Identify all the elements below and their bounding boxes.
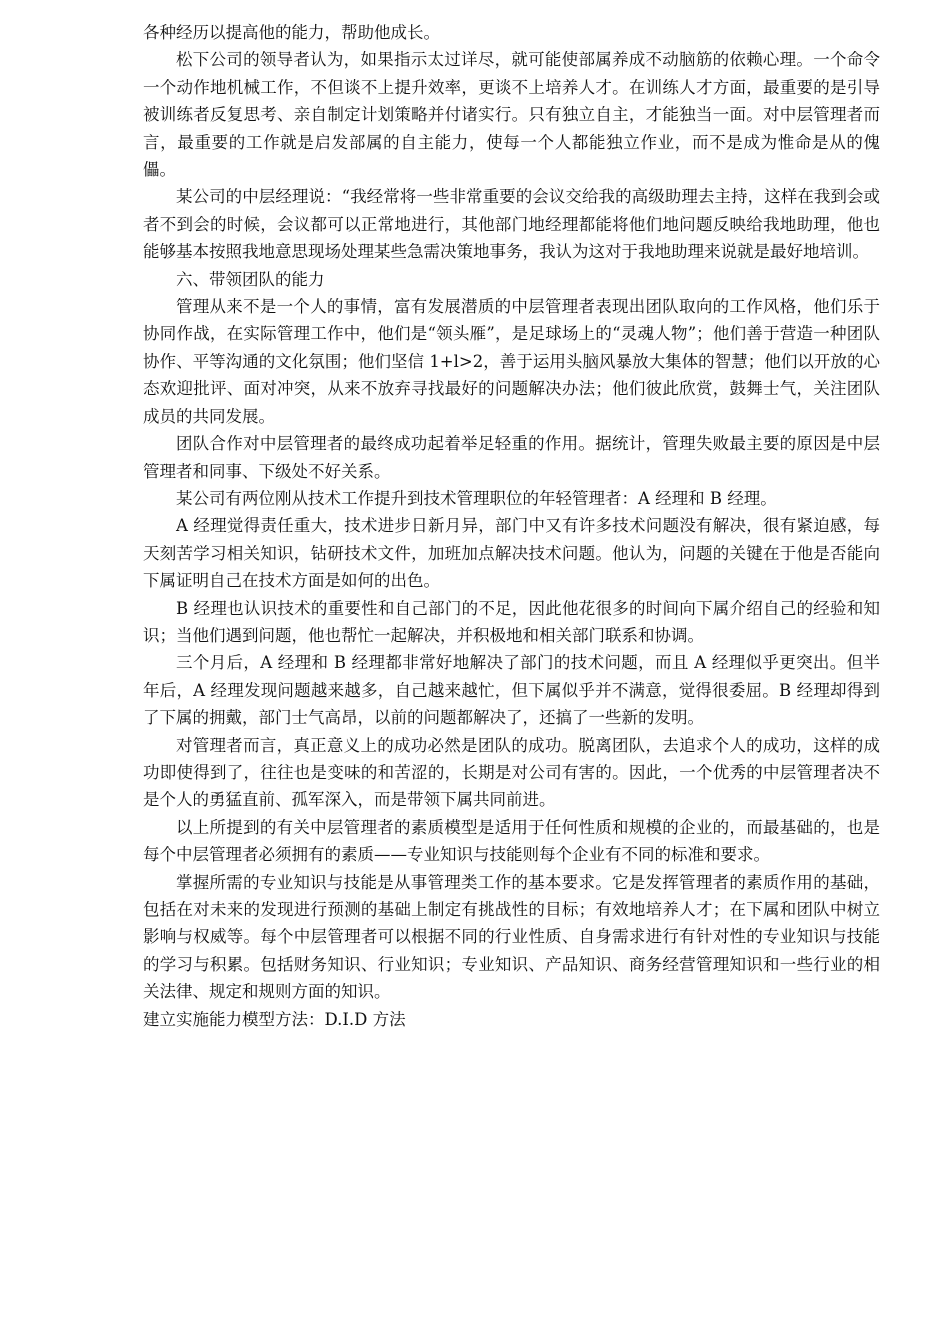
paragraph-case-intro: 某公司有两位刚从技术工作提升到技术管理职位的年轻管理者：A 经理和 B 经理。 [176, 488, 777, 508]
document-page [143, 19, 880, 1033]
paragraph-matsushita: 松下公司的领导者认为，如果指示太过详尽，就可能使部属养成不动脑筋的依赖心理。一个命令一个动作地机械工作，不但谈不上提升效率，更谈不上培养人才。在训练人才方面，最重要的是引导被训练者反复思考、亲自制定计划策略并付诸实行。只有独立自主，才能独当一面。对中层管理者而言，最重要的工作就是启发部属的自主能力，使每一个人都能独立作业，而不是成为惟命是从的傀儡。 [143, 50, 880, 180]
paragraph-case-outcome: 三个月后，A 经理和 B 经理都非常好地解决了部门的技术问题，而且 A 经理似乎更突出。但半年后，A 经理发现问题越来越多，自己越来越忙，但下属似乎并不满意，觉得很委屈。B 经理却得到了下属的拥戴，部门士气高昂，以前的问题都解决了，还搞了一些新的发明。 [143, 653, 880, 728]
paragraph-did-method: 建立实施能力模型方法：D.I.D 方法 [143, 1009, 406, 1029]
paragraph-manager-b: B 经理也认识技术的重要性和自己部门的不足，因此他花很多的时间向下属介绍自己的经验和知识；当他们遇到问题，他也帮忙一起解决，并积极地和相关部门联系和协调。 [143, 598, 880, 645]
paragraph-continuation: 各种经历以提高他的能力，帮助他成长。 [143, 23, 440, 42]
paragraph-manager-a: A 经理觉得责任重大，技术进步日新月异，部门中又有许多技术问题没有解决，很有紧迫感，每天刻苦学习相关知识，钻研技术文件，加班加点解决技术问题。他认为，问题的关键在于他是否能向下属证明自己在技术方面是如何的出色。 [143, 516, 880, 591]
section-heading-team-leadership: 六、带领团队的能力 [176, 269, 325, 289]
paragraph-professional-knowledge: 掌握所需的专业知识与技能是从事管理类工作的基本要求。它是发挥管理者的素质作用的基础，包括在对未来的发现进行预测的基础上制定有挑战性的目标；有效地培养人才；在下属和团队中树立影响与权威等。每个中层管理者可以根据不同的行业性质、自身需求进行有针对性的专业知识与技能的学习与积累。包括财务知识、行业知识；专业知识、产品知识、商务经营管理知识和一些行业的相关法律、规定和规则方面的知识。 [143, 872, 880, 1002]
paragraph-competency-model: 以上所提到的有关中层管理者的素质模型是适用于任何性质和规模的企业的，而最基础的，也是每个中层管理者必须拥有的素质——专业知识与技能则每个企业有不同的标准和要求。 [143, 817, 880, 865]
paragraph-manager-quote: 某公司的中层经理说：“我经常将一些非常重要的会议交给我的高级助理去主持，这样在我到会或者不到会的时候，会议都可以正常地进行，其他部门地经理都能将他们地问题反映给我地助理，他也能够基本按照我地意思现场处理某些急需决策地事务，我认为这对于我地助理来说就是最好地培训。 [143, 187, 880, 262]
paragraph-team-cooperation: 团队合作对中层管理者的最终成功起着举足轻重的作用。据统计，管理失败最主要的原因是中层管理者和同事、下级处不好关系。 [143, 434, 880, 481]
paragraph-team-success: 对管理者而言，真正意义上的成功必然是团队的成功。脱离团队，去追求个人的成功，这样的成功即使得到了，往往也是变味的和苦涩的，长期是对公司有害的。因此，一个优秀的中层管理者决不是个人的勇猛直前、孤军深入，而是带领下属共同前进。 [143, 735, 880, 810]
paragraph-team-orientation: 管理从来不是一个人的事情，富有发展潜质的中层管理者表现出团队取向的工作风格，他们乐于协同作战，在实际管理工作中，他们是“领头雁”，是足球场上的“灵魂人物”；他们善于营造一种团队协作、平等沟通的文化氛围；他们坚信 1+l>2，善于运用头脑风暴放大集体的智慧；他们以开放的心态欢迎批评、面对冲突，从来不放弃寻找最好的问题解决办法；他们彼此欣赏，鼓舞士气，关注团队成员的共同发展。 [143, 297, 880, 426]
